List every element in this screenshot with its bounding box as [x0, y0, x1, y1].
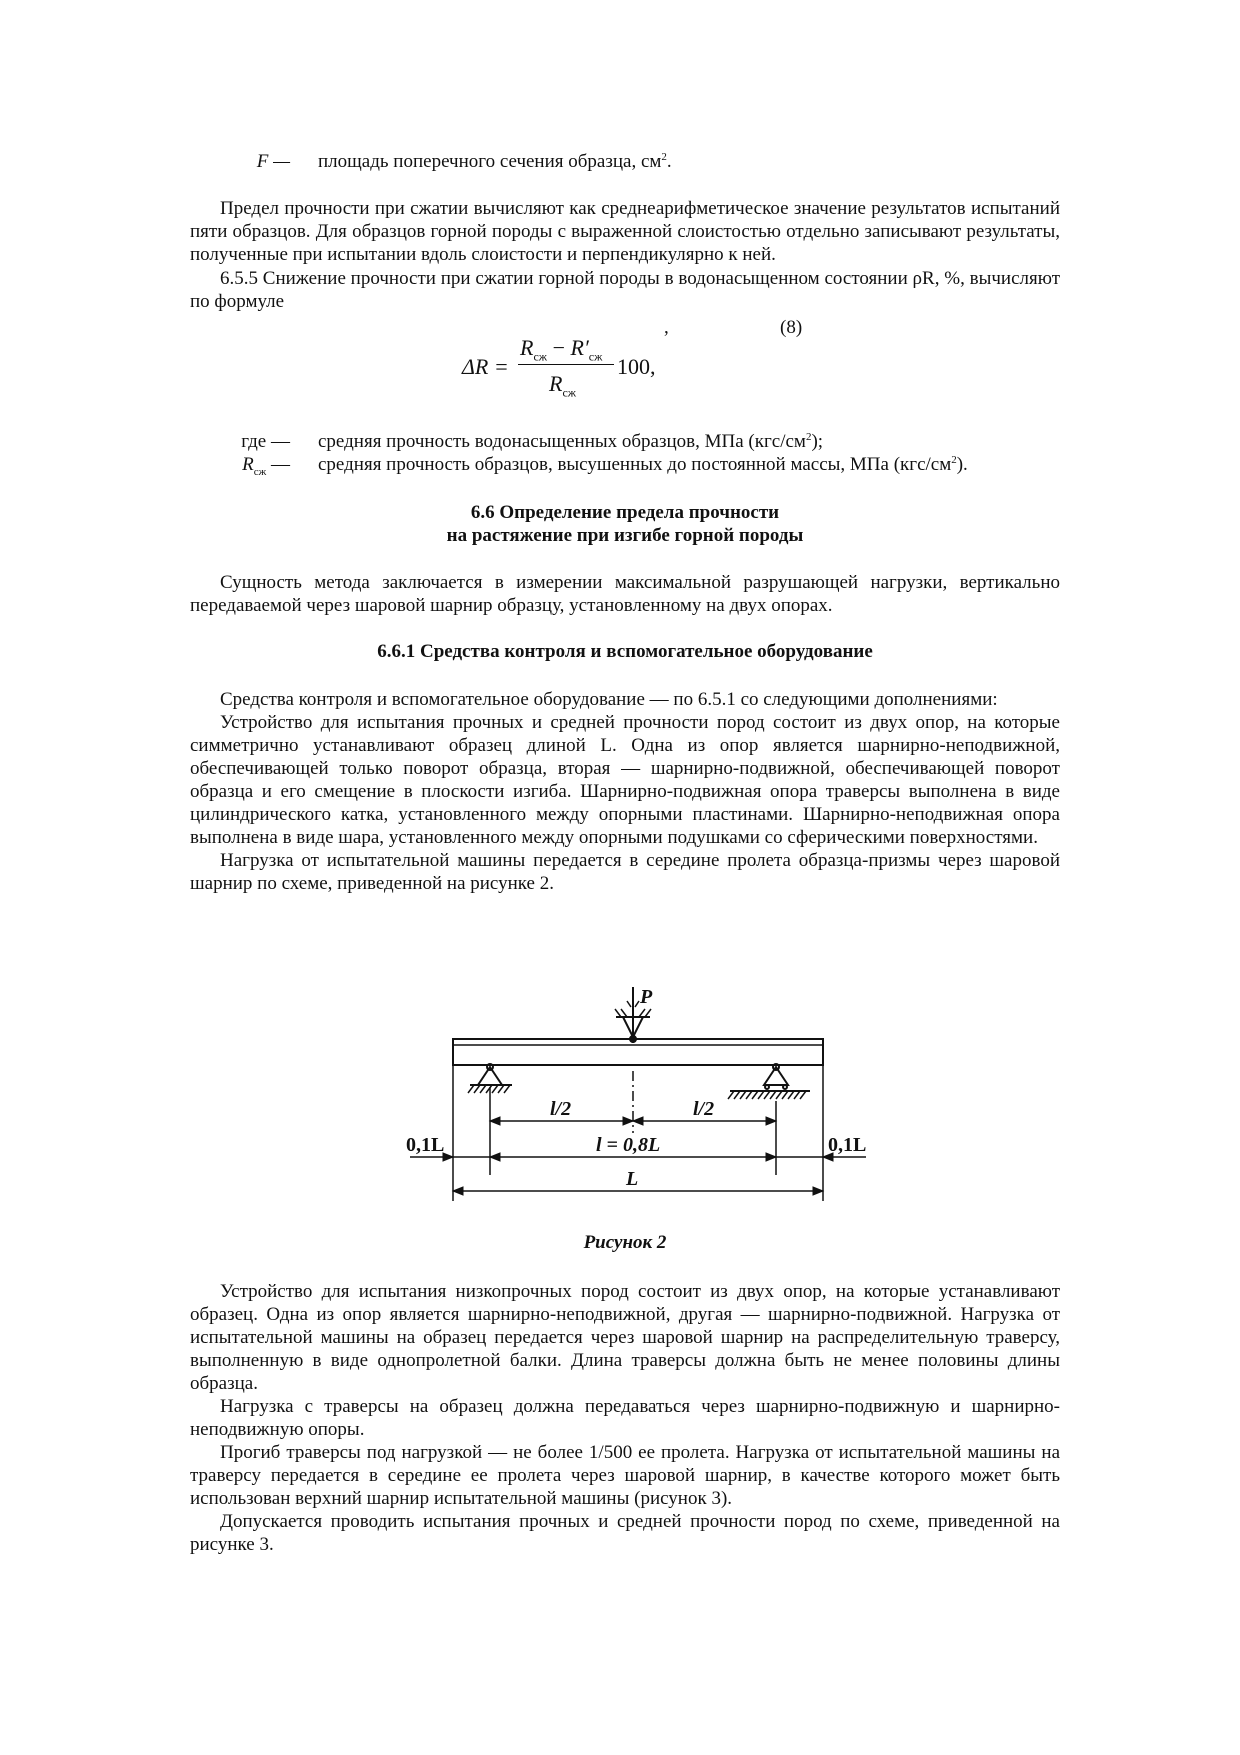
definition-end: .: [666, 151, 672, 172]
figure-caption: Рисунок 2: [583, 1232, 667, 1253]
paragraph-compression-strength: [190, 197, 1060, 313]
formula-comma: ,: [664, 317, 669, 338]
formula-lhs: ΔR =: [462, 354, 509, 379]
definition-text: [318, 150, 672, 173]
formula-denominator: [549, 372, 576, 404]
label-span: l = 0,8L: [596, 1134, 661, 1156]
paragraph-6-5-5: 6.5.5 Снижение прочности при сжатии горной породы в водонасыщенном состоянии ρR, %, вычисляют по формуле: [190, 268, 1060, 312]
formula-number: (8): [780, 317, 803, 338]
formula-num-a: R: [520, 335, 534, 360]
heading-line-1: 6.6 Определение предела прочности: [470, 502, 780, 523]
label-overhang-right: 0,1L: [828, 1134, 867, 1156]
definition-where-2: [190, 453, 1060, 477]
subscript: сж: [533, 349, 548, 364]
label-half-left: l/2: [550, 1098, 572, 1120]
label-load-P: P: [640, 986, 653, 1008]
subscript: сж: [562, 385, 577, 400]
subscript: сж: [588, 349, 603, 364]
paragraph-equipment: [190, 688, 1060, 895]
paragraph-text: Устройство для испытания низкопрочных пород состоит из двух опор, на которые устанавливают образец. Одна из опор является шарнирно-неподвижной, другая — шарнирно-подвижной. Нагрузка от испытательной машины на образец передается через шаровой шарнир на распределительную траверсу, выполненную в виде однопролетной балки. Длина траверсы должна быть не менее половины длины образца.: [190, 1281, 1060, 1394]
definition-end: );: [811, 431, 824, 452]
paragraph-text: Прогиб траверсы под нагрузкой — не более 1/500 ее пролета. Нагрузка от испытательной машины на траверсу передается в середине ее пролета через шаровой шарнир, в качестве которого может быть использован верхний шарнир испытательной машины (рисунок 3).: [190, 1442, 1060, 1509]
subscript: сж: [253, 465, 267, 478]
definition-text: [318, 453, 968, 476]
heading-6-6-1: 6.6.1 Средства контроля и вспомогательное оборудование: [377, 641, 873, 662]
paragraph-text: Нагрузка с траверсы на образец должна передаваться через шарнирно-подвижную и шарнирно-неподвижную опоры.: [190, 1396, 1060, 1440]
definition-symbol: F —: [256, 151, 290, 172]
definition-text-main: средняя прочность водонасыщенных образцов, МПа (кгс/см: [318, 431, 806, 452]
heading-line-2: на растяжение при изгибе горной породы: [446, 525, 804, 546]
paragraph-low-strength-device: [190, 1280, 1060, 1556]
label-overhang-left: 0,1L: [406, 1134, 445, 1156]
definition-symbol: [242, 453, 290, 484]
definition-F: [190, 150, 1060, 174]
definition-end: ).: [956, 454, 968, 475]
dash: —: [271, 454, 290, 475]
formula-num-b: R′: [570, 335, 589, 360]
superscript: 2: [951, 454, 957, 466]
definition-text-main: средняя прочность образцов, высушенных до постоянной массы, МПа (кгс/см: [318, 454, 952, 475]
load-hinge: [630, 1036, 636, 1042]
superscript: 2: [661, 151, 667, 163]
paragraph-text: Предел прочности при сжатии вычисляют как среднеарифметическое значение результатов испытаний пяти образцов. Для образцов горной породы с выраженной слоистостью отдельно записывают результаты, полученные при испытании вдоль слоистости и перпендикулярно к ней.: [190, 198, 1060, 265]
label-length: L: [626, 1168, 639, 1190]
definition-symbol: где —: [241, 431, 290, 452]
paragraph-text: Допускается проводить испытания прочных и средней прочности пород по схеме, приведенной на рисунке 3.: [190, 1511, 1060, 1555]
paragraph-load-transfer: Нагрузка от испытательной машины передается в середине пролета образца-призмы через шаровой шарнир по схеме, приведенной на рисунке 2.: [190, 850, 1060, 894]
paragraph-device-strong-rocks: Устройство для испытания прочных и средней прочности пород состоит из двух опор, на которые симметрично устанавливают образец длиной L. Одна из опор является шарнирно-неподвижной, обеспечивающей только поворот образца, вторая — шарнирно-подвижной, обеспечивающей поворот образца и его смещение в плоскости изгиба. Шарнирно-подвижная опора траверсы выполнена в виде цилиндрического катка, установленного между опорными пластинами. Шарнирно-неподвижная опора выполнена в виде шара, установленного между опорными подушками со сферическими поверхностями.: [190, 712, 1060, 848]
figure-2-scheme: [400, 975, 880, 1215]
symbol-R: R: [242, 454, 254, 475]
fraction-bar: [518, 364, 614, 365]
definition-text-main: площадь поперечного сечения образца, см: [318, 151, 662, 172]
heading-6-6: [190, 501, 1060, 547]
definition-where-1: [190, 430, 1060, 454]
formula-den: R: [549, 371, 563, 396]
paragraph-method-essence: [190, 571, 1060, 617]
paragraph-text: Сущность метода заключается в измерении максимальной разрушающей нагрузки, вертикально передаваемой через шаровой шарнир образцу, установленному на двух опорах.: [190, 572, 1060, 616]
paragraph-text: Средства контроля и вспомогательное оборудование — по 6.5.1 со следующими дополнениями:: [220, 689, 998, 710]
label-half-right: l/2: [693, 1098, 715, 1120]
definition-text: [318, 430, 823, 453]
specimen-beam: [453, 1039, 823, 1065]
formula-minus: −: [552, 335, 565, 360]
superscript: 2: [805, 431, 812, 443]
formula-tail: 100,: [617, 354, 656, 379]
